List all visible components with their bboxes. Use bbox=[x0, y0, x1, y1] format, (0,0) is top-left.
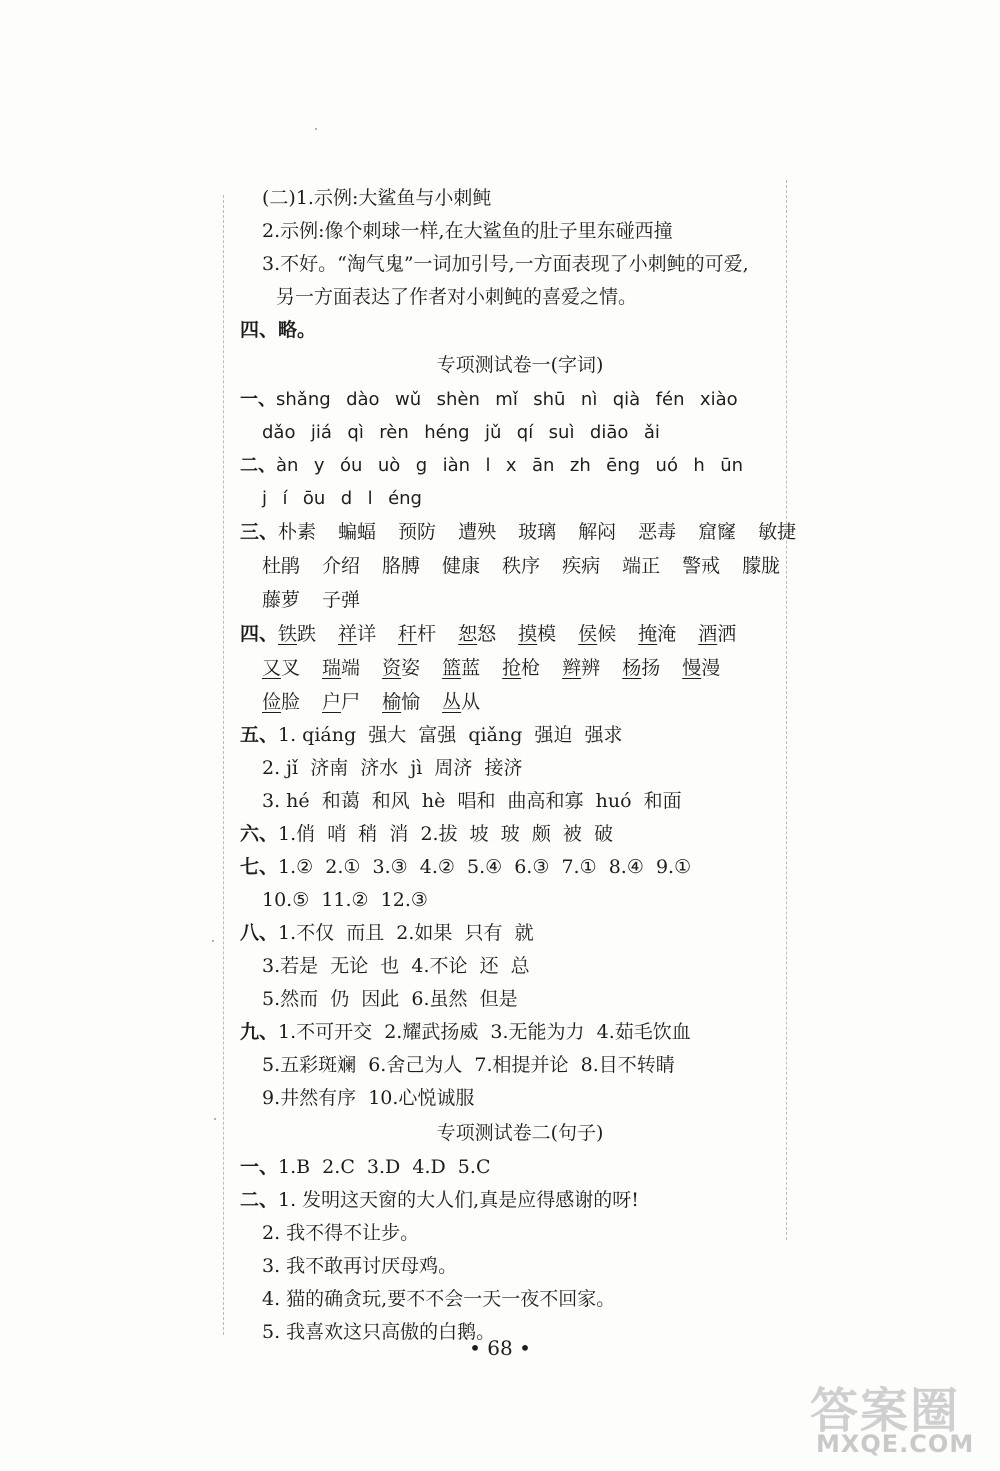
answer-line: 9.井然有序 10.心悦诚服 bbox=[262, 1087, 475, 1109]
word: 遭殃 bbox=[458, 521, 497, 543]
answer-line: 5.然而 仍 因此 6.虽然 但是 bbox=[262, 988, 518, 1010]
answer-line: 七、1.② 2.① 3.③ 4.② 5.④ 6.③ 7.① 8.④ 9.① bbox=[240, 856, 692, 878]
answer-line: 2.示例:像个刺球一样,在大鲨鱼的肚子里东碰西撞 bbox=[262, 220, 673, 242]
answer-line: 五、1. qiáng 强大 富强 qiǎng 强迫 强求 bbox=[240, 724, 623, 746]
answer-line: 六、1.俏 哨 稍 消 2.拔 坡 玻 颇 被 破 bbox=[240, 823, 613, 845]
watermark-url: MXQE.COM bbox=[816, 1430, 975, 1458]
answer-line: 一、1.B 2.C 3.D 4.D 5.C bbox=[240, 1156, 491, 1178]
char-pair: 篮蓝 bbox=[442, 657, 481, 679]
char-pair: 杨扬 bbox=[622, 657, 661, 679]
pinyin-line: 一、shǎng dào wǔ shèn mǐ shū nì qià fén xiào bbox=[240, 389, 738, 410]
word: 敏捷 bbox=[758, 521, 797, 543]
word: 藤萝 bbox=[262, 589, 301, 611]
page-number: • 68 • bbox=[469, 1336, 531, 1360]
answer-line: 3.不好。“淘气鬼”一词加引号,一方面表现了小刺鲀的可爱, bbox=[262, 253, 749, 275]
word: 朴素 bbox=[278, 521, 317, 543]
char-pair: 资姿 bbox=[382, 657, 421, 679]
answer-line: (二)1.示例:大鲨鱼与小刺鲀 bbox=[262, 187, 492, 209]
char-pair: 抢枪 bbox=[502, 657, 541, 679]
char-pair: 榆愉 bbox=[382, 691, 421, 713]
answer-line: 四、略。 bbox=[240, 319, 317, 341]
char-pair: 铁跌 bbox=[278, 623, 317, 645]
word: 介绍 bbox=[322, 555, 361, 577]
word: 疾病 bbox=[562, 555, 601, 577]
answer-line: 5.五彩斑斓 6.舍己为人 7.相提并论 8.目不转睛 bbox=[262, 1054, 675, 1076]
answer-line: 3. 我不敢再讨厌母鸡。 bbox=[262, 1255, 458, 1277]
word: 警戒 bbox=[682, 555, 721, 577]
answer-line: 3.若是 无论 也 4.不论 还 总 bbox=[262, 955, 530, 977]
answer-line: 八、1.不仅 而且 2.如果 只有 就 bbox=[240, 922, 534, 944]
char-pair: 秆杆 bbox=[398, 623, 437, 645]
answer-line: 2. jǐ 济南 济水 jì 周济 接济 bbox=[262, 757, 523, 779]
word: 预防 bbox=[398, 521, 437, 543]
word: 解闷 bbox=[578, 521, 617, 543]
word-row bbox=[240, 583, 800, 617]
char-pair: 掩淹 bbox=[638, 623, 677, 645]
char-pair: 丛从 bbox=[442, 691, 481, 713]
word: 胳膊 bbox=[382, 555, 421, 577]
char-pair-row bbox=[240, 685, 800, 719]
word: 健康 bbox=[442, 555, 481, 577]
word: 玻璃 bbox=[518, 521, 557, 543]
watermark-text: 答案圈 bbox=[810, 1383, 961, 1439]
answer-line: 九、1.不可开交 2.耀武扬威 3.无能为力 4.茹毛饮血 bbox=[240, 1021, 691, 1043]
word: 秩序 bbox=[502, 555, 541, 577]
char-pair: 摸模 bbox=[518, 623, 557, 645]
char-pair: 侯候 bbox=[578, 623, 617, 645]
answer-line: 4. 猫的确贪玩,要不不会一天一夜不回家。 bbox=[262, 1288, 616, 1310]
section-title: 专项测试卷一(字词) bbox=[436, 354, 604, 376]
char-pair: 瑞端 bbox=[322, 657, 361, 679]
char-pair-row: 四、铁跌 祥详 秆杆 恕怒 摸模 侯候 掩淹 酒洒 bbox=[240, 617, 800, 651]
answer-line: 3. hé 和蔼 和风 hè 唱和 曲高和寡 huó 和面 bbox=[262, 790, 682, 812]
char-pair: 又叉 bbox=[262, 657, 301, 679]
answer-line: 另一方面表达了作者对小刺鲀的喜爱之情。 bbox=[276, 286, 638, 308]
word: 子弹 bbox=[322, 589, 361, 611]
char-pair: 户尸 bbox=[322, 691, 361, 713]
answer-content bbox=[240, 182, 800, 1349]
answer-line: 10.⑤ 11.② 12.③ bbox=[262, 889, 428, 911]
section-title: 专项测试卷二(句子) bbox=[436, 1122, 604, 1144]
pinyin-line: j í ōu d l éng bbox=[262, 488, 422, 509]
word-row bbox=[240, 549, 800, 583]
word: 恶毒 bbox=[638, 521, 677, 543]
scan-speck bbox=[315, 128, 317, 130]
char-pair: 恕怒 bbox=[458, 623, 497, 645]
char-pair: 俭脸 bbox=[262, 691, 301, 713]
pinyin-line: 二、àn y óu uò g iàn l x ān zh ēng uó h ūn bbox=[240, 455, 744, 476]
word: 蝙蝠 bbox=[338, 521, 377, 543]
answer-line: 5. 我喜欢这只高傲的白鹅。 bbox=[262, 1321, 496, 1343]
scan-speck bbox=[212, 940, 214, 942]
answer-line: 2. 我不得不让步。 bbox=[262, 1222, 420, 1244]
pinyin-line: dǎo jiá qì rèn héng jǔ qí suì diāo ǎi bbox=[262, 422, 660, 443]
char-pair: 祥详 bbox=[338, 623, 377, 645]
char-pair: 酒洒 bbox=[698, 623, 737, 645]
word: 杜鹃 bbox=[262, 555, 301, 577]
char-pair: 慢漫 bbox=[682, 657, 721, 679]
answer-line: 二、1. 发明这天窗的大人们,真是应得感谢的呀! bbox=[240, 1189, 639, 1211]
watermark-logo bbox=[810, 1372, 990, 1464]
word: 窟窿 bbox=[698, 521, 737, 543]
word-row: 三、朴素 蝙蝠 预防 遭殃 玻璃 解闷 恶毒 窟窿 敏捷 bbox=[240, 515, 800, 549]
char-pair-row bbox=[240, 651, 800, 685]
word: 端正 bbox=[622, 555, 661, 577]
scan-speck bbox=[214, 1118, 216, 1120]
left-dashed-divider bbox=[223, 195, 224, 1335]
char-pair: 辫辨 bbox=[562, 657, 601, 679]
word: 朦胧 bbox=[742, 555, 781, 577]
